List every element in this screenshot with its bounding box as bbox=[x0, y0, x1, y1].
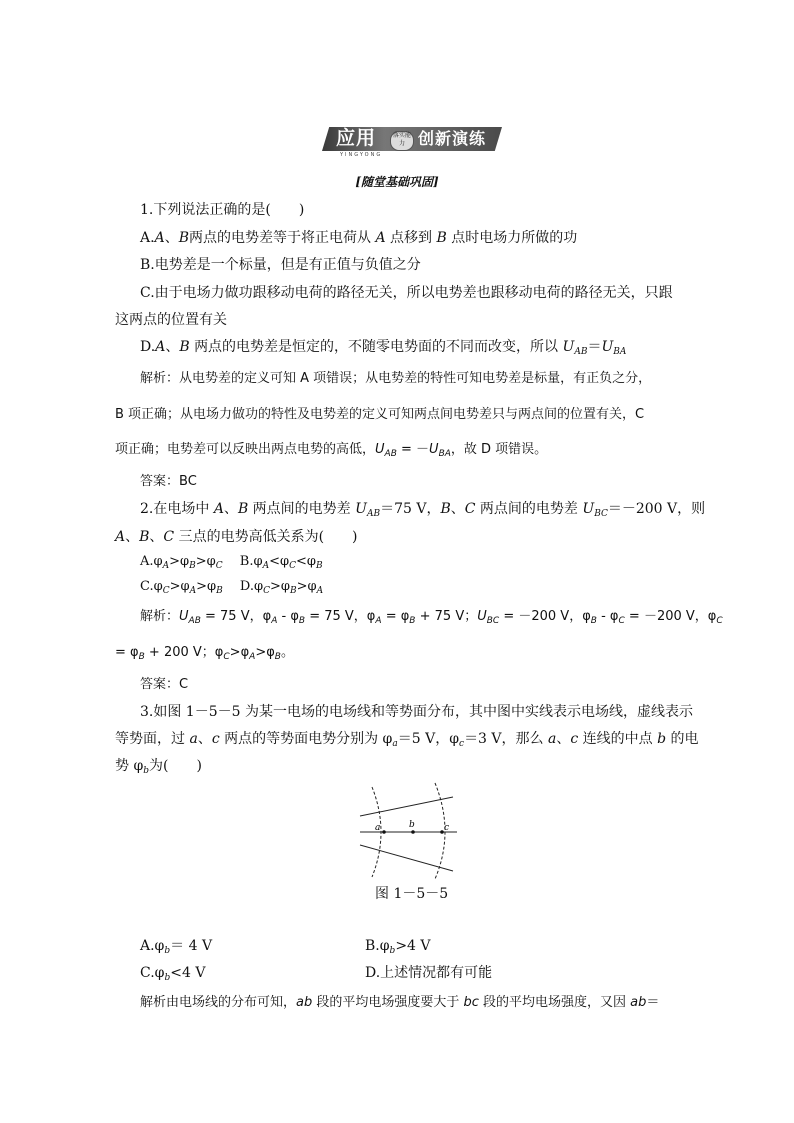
q2-answer: 答案：C bbox=[140, 677, 189, 692]
q2-options-cd: $C.\varphi_C>\varphi_A>\varphi_B$ $D.\varphi_C>\varphi_B>\varphi_A$ bbox=[140, 579, 324, 596]
point-a bbox=[382, 830, 386, 834]
q3-stem-line2: 等势面，过 a、c 两点的等势面电势分别为 $\varphi_a=5$ V，$\varphi_c=3$ V，那么 a、c 连线的中点 b 的电 bbox=[115, 731, 699, 749]
q1-answer: 答案：BC bbox=[140, 474, 197, 489]
banner-main: 应用 bbox=[336, 127, 377, 149]
q1-option-d: D.A、B 两点的电势差是恒定的，不随零电势面的不同而改变，所以 $U_{AB}=U_{BA}$ bbox=[140, 339, 627, 357]
q1-solution-line1: 解析：从电势差的定义可知 A 项错误；从电势差的特性可知电势差是标量，有正负之分， bbox=[140, 371, 652, 386]
q2-solution-line1: 解析：$U_{AB} = 75$ V，$\varphi_A - \varphi_B = 75$ V，$\varphi_A = \varphi_B + 75$ V；$U_{BC} = -200$ V，$\varphi_B - \varphi_C = -200$ V，$\varphi_C$ bbox=[140, 609, 723, 626]
q1-option-c-line1: C.由于电场力做功跟移动电荷的路径无关，所以电势差也跟移动电荷的路径无关，只跟 bbox=[140, 285, 673, 301]
q2-stem-line1: 2.在电场中 A、B 两点间的电势差 $U_{AB}=75$ V，B、C 两点间的电势差 $U_{BC}=-200$ V，则 bbox=[140, 501, 706, 519]
q3-option-a: $A.\varphi_b= 4$ V bbox=[140, 938, 213, 956]
banner-pinyin: YINGYONG bbox=[340, 152, 383, 158]
banner-badge: 落实能力 bbox=[390, 131, 414, 151]
q1-option-b: B.电势差是一个标量，但是有正值与负值之分 bbox=[140, 257, 421, 273]
q3-option-c: $C.\varphi_b<4$ V bbox=[140, 965, 206, 983]
field-line-figure bbox=[355, 779, 465, 879]
q3-option-b: $B.\varphi_b>4$ V bbox=[365, 938, 431, 956]
figure-caption: 图 1－5－5 bbox=[375, 886, 449, 902]
section-subtitle: [随堂基础巩固] bbox=[355, 175, 439, 189]
q3-stem-line1: 3.如图 1－5－5 为某一电场的电场线和等势面分布，其中图中实线表示电场线，虚线表示 bbox=[140, 704, 693, 720]
q3-solution-line1: 解析由电场线的分布可知，ab 段的平均电场强度要大于 bc 段的平均电场强度，又因 ab＝ bbox=[140, 995, 660, 1010]
section-banner bbox=[322, 121, 502, 161]
banner-tail: 创新演练 bbox=[418, 129, 487, 148]
q3-option-d: D.上述情况都有可能 bbox=[365, 965, 493, 981]
upper-field-line bbox=[360, 797, 453, 816]
q1-solution-line3: 项正确；电势差可以反映出两点电势的高低，$U_{AB} = -U_{BA}$，故 D 项错误。 bbox=[115, 442, 548, 459]
q1-option-a: A.A、B两点的电势差等于将正电荷从 A 点移到 B 点时电场力所做的功 bbox=[140, 230, 578, 246]
q2-options-ab: $A.\varphi_A>\varphi_B>\varphi_C$ $B.\varphi_A<\varphi_C<\varphi_B$ bbox=[140, 554, 323, 571]
q2-solution-line2: = $\varphi_B + 200$ V；$\varphi_C>\varphi_A>\varphi_B$。 bbox=[115, 645, 294, 662]
q3-stem-line3: 势 $\varphi_b$为( ) bbox=[115, 758, 202, 776]
q2-stem-line2: A、B、C 三点的电势高低关系为( ) bbox=[115, 529, 358, 545]
label-c: c bbox=[444, 823, 450, 833]
point-b bbox=[411, 830, 415, 834]
label-a: a bbox=[375, 823, 381, 833]
label-b: b bbox=[409, 820, 415, 830]
q1-stem: 1.下列说法正确的是( ) bbox=[140, 202, 305, 218]
q1-option-c-line2: 这两点的位置有关 bbox=[115, 312, 227, 328]
q1-solution-line2: B 项正确；从电场力做功的特性及电势差的定义可知两点间电势差只与两点间的位置有关，C bbox=[115, 407, 645, 422]
